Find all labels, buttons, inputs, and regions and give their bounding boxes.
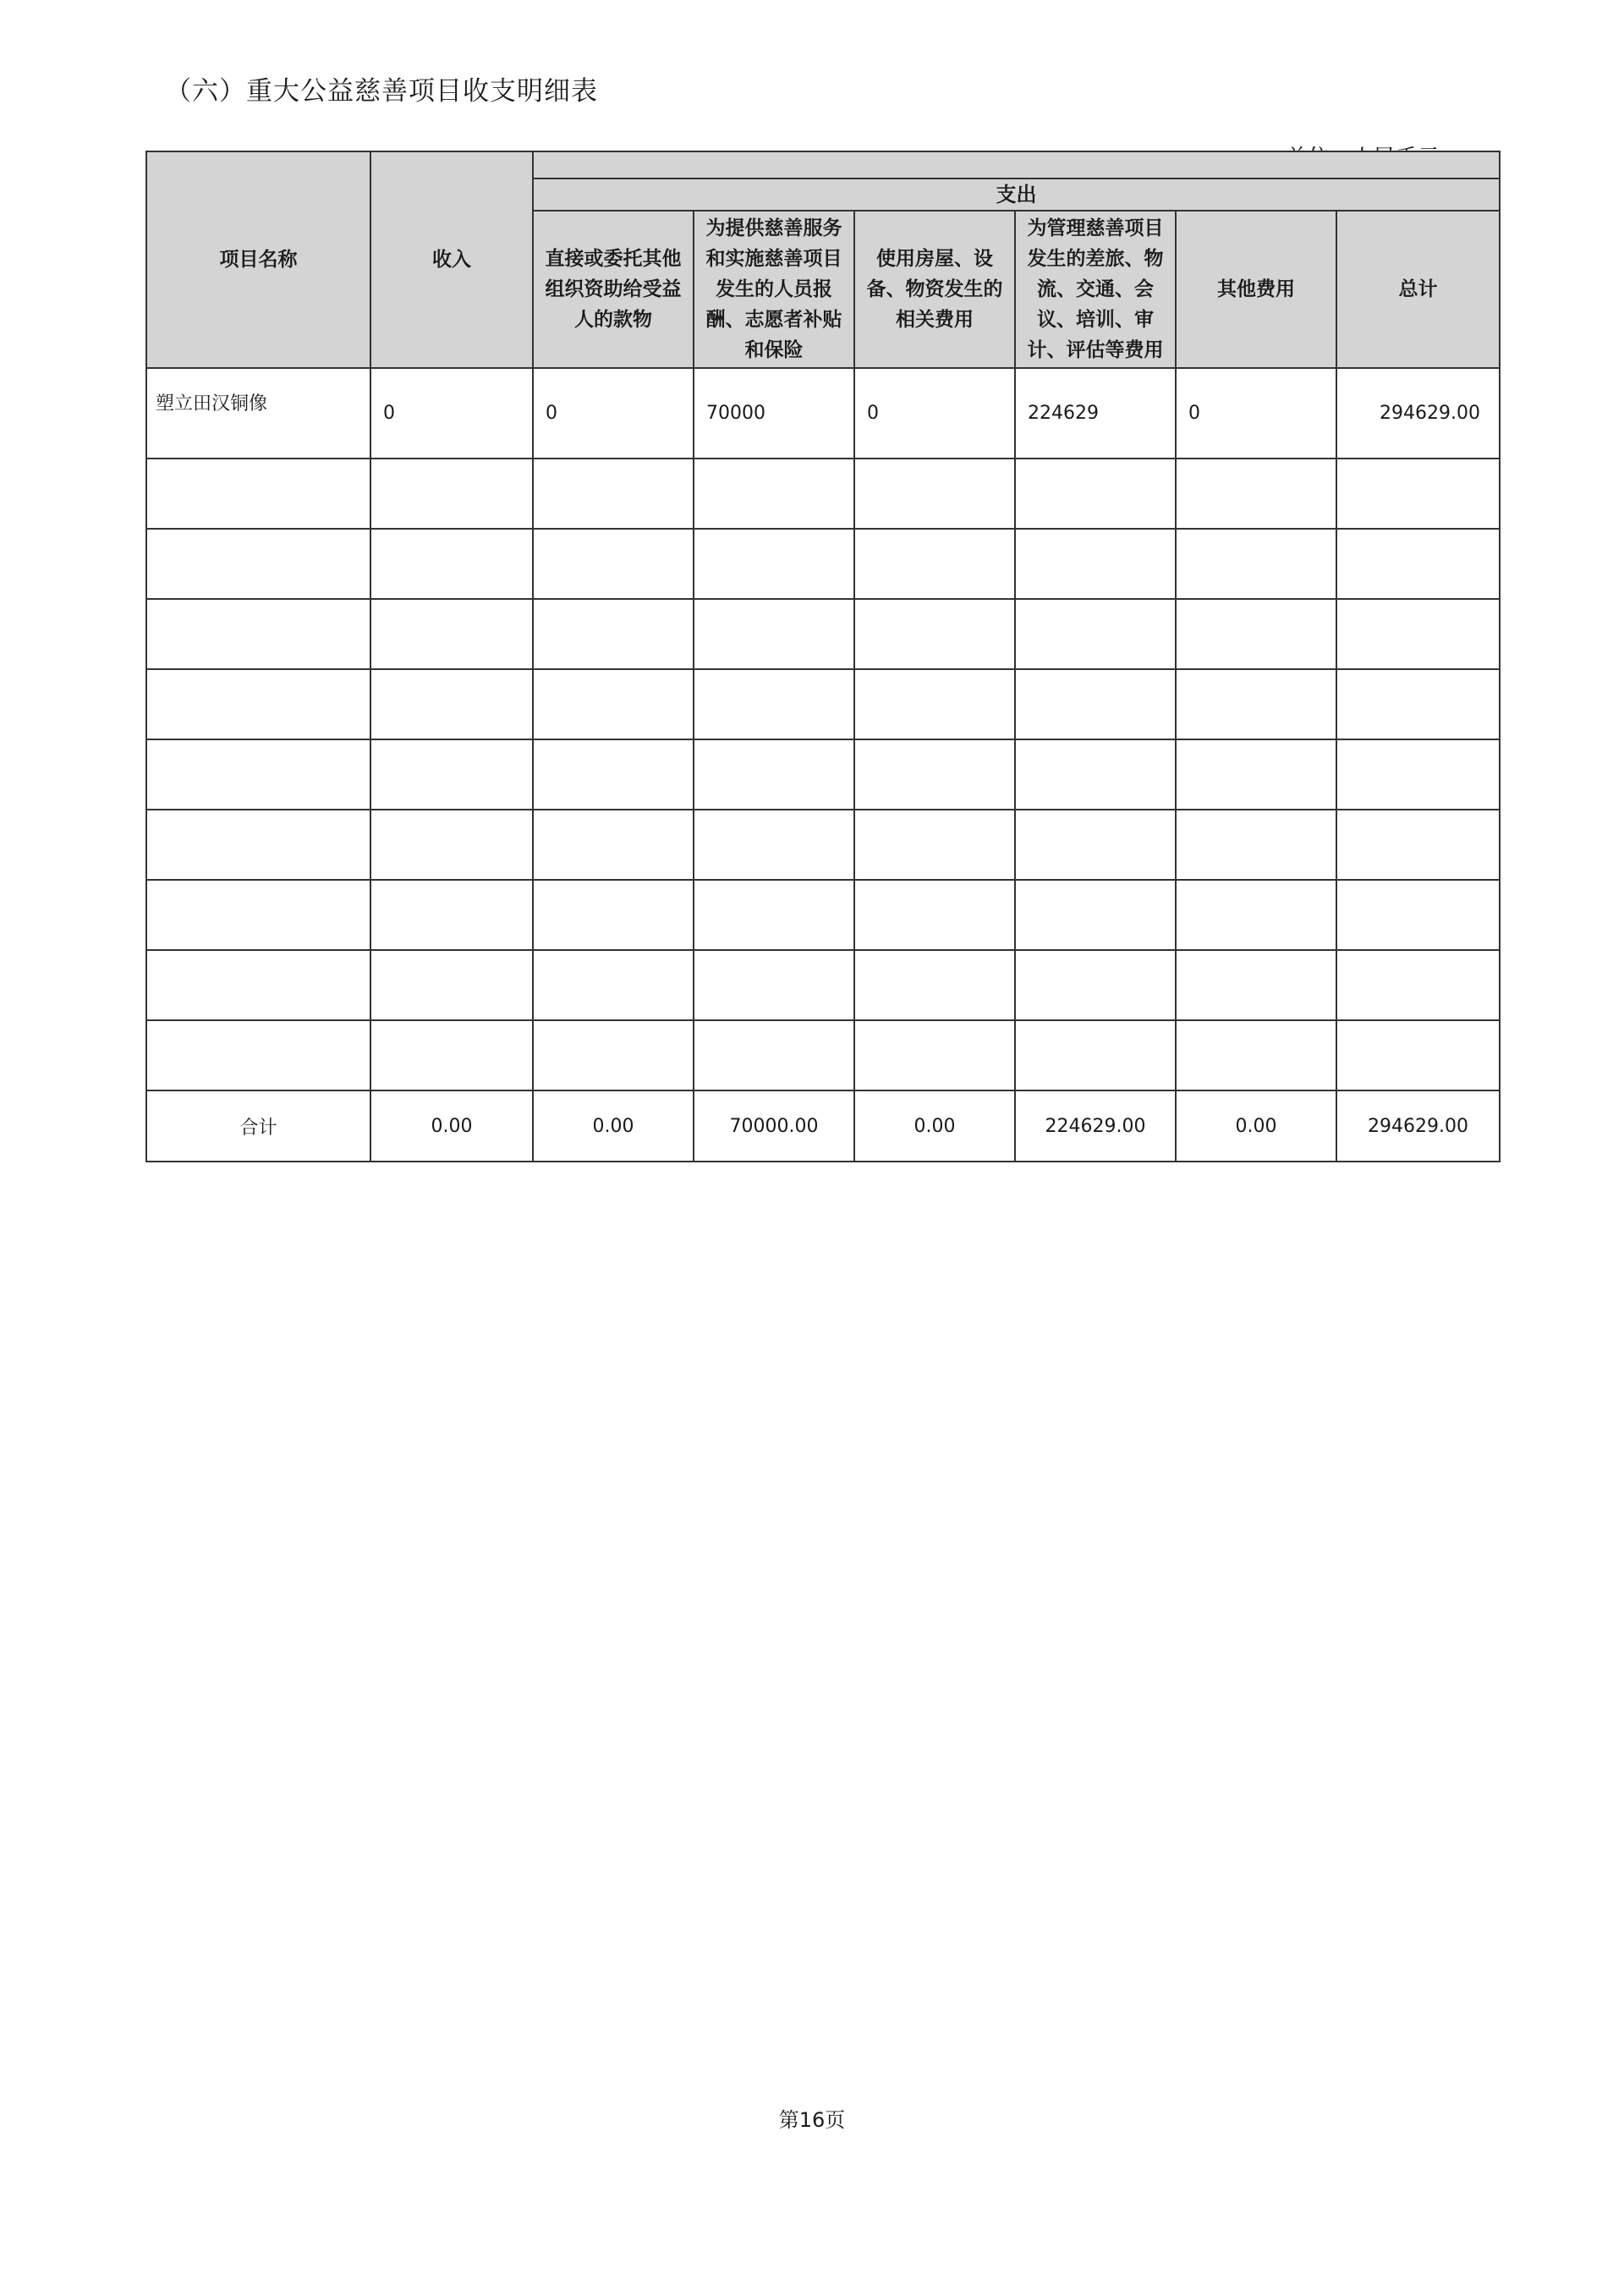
cell-direct-aid: 0 [533, 368, 694, 459]
empty-row [146, 669, 1500, 739]
empty-cell [146, 880, 370, 950]
empty-cell [1336, 669, 1500, 739]
cell-management: 224629 [1015, 368, 1176, 459]
cell-project-name: 塑立田汉铜像 [146, 368, 370, 459]
empty-cell [854, 529, 1015, 599]
empty-cell [1336, 880, 1500, 950]
empty-row [146, 529, 1500, 599]
empty-row [146, 739, 1500, 810]
empty-cell [370, 810, 533, 880]
totals-label: 合计 [146, 1090, 370, 1162]
empty-cell [1015, 950, 1176, 1020]
empty-cell [1336, 950, 1500, 1020]
header-direct-aid: 直接或委托其他组织资助给受益人的款物 [533, 211, 694, 368]
totals-facilities: 0.00 [854, 1090, 1015, 1162]
totals-income: 0.00 [370, 1090, 533, 1162]
empty-cell [370, 459, 533, 529]
empty-cell [854, 459, 1015, 529]
cell-total: 294629.00 [1336, 368, 1500, 459]
empty-cell [146, 459, 370, 529]
empty-cell [370, 950, 533, 1020]
empty-cell [694, 599, 854, 669]
empty-cell [1015, 880, 1176, 950]
empty-cell [146, 950, 370, 1020]
empty-cell [854, 810, 1015, 880]
header-total: 总计 [1336, 211, 1500, 368]
empty-cell [533, 880, 694, 950]
table-row [146, 368, 1500, 459]
empty-row [146, 880, 1500, 950]
empty-cell [1176, 739, 1336, 810]
empty-cell [370, 880, 533, 950]
empty-cell [370, 669, 533, 739]
empty-cell [694, 459, 854, 529]
empty-cell [370, 739, 533, 810]
empty-cell [854, 739, 1015, 810]
cell-other: 0 [1176, 368, 1336, 459]
empty-row [146, 1020, 1500, 1090]
empty-cell [146, 1020, 370, 1090]
empty-cell [1336, 810, 1500, 880]
empty-cell [1015, 1020, 1176, 1090]
empty-row [146, 950, 1500, 1020]
empty-cell [1336, 1020, 1500, 1090]
empty-cell [694, 1020, 854, 1090]
empty-cell [694, 529, 854, 599]
empty-cell [1336, 739, 1500, 810]
empty-cell [1015, 669, 1176, 739]
empty-cell [1015, 459, 1176, 529]
cell-facilities: 0 [854, 368, 1015, 459]
totals-total: 294629.00 [1336, 1090, 1500, 1162]
empty-cell [694, 739, 854, 810]
header-personnel: 为提供慈善服务和实施慈善项目发生的人员报酬、志愿者补贴和保险 [694, 211, 854, 368]
empty-cell [854, 669, 1015, 739]
totals-personnel: 70000.00 [694, 1090, 854, 1162]
empty-cell [146, 529, 370, 599]
empty-cell [146, 739, 370, 810]
header-spacer [533, 151, 1500, 179]
header-income: 收入 [370, 151, 533, 368]
empty-cell [370, 529, 533, 599]
empty-cell [1176, 459, 1336, 529]
totals-management: 224629.00 [1015, 1090, 1176, 1162]
header-management: 为管理慈善项目发生的差旅、物流、交通、会议、培训、审计、评估等费用 [1015, 211, 1176, 368]
section-title: （六）重大公益慈善项目收支明细表 [165, 76, 598, 107]
empty-cell [533, 599, 694, 669]
empty-row [146, 810, 1500, 880]
empty-cell [533, 950, 694, 1020]
empty-cell [1336, 529, 1500, 599]
empty-row [146, 599, 1500, 669]
empty-cell [1336, 599, 1500, 669]
project-income-expense-table [145, 151, 1501, 1162]
page-number: 第16页 [778, 2108, 846, 2132]
empty-cell [533, 739, 694, 810]
cell-income: 0 [370, 368, 533, 459]
empty-cell [1015, 810, 1176, 880]
empty-cell [1015, 529, 1176, 599]
empty-cell [854, 880, 1015, 950]
empty-cell [1336, 459, 1500, 529]
cell-personnel: 70000 [694, 368, 854, 459]
empty-cell [370, 1020, 533, 1090]
empty-cell [1176, 529, 1336, 599]
empty-cell [1176, 1020, 1336, 1090]
empty-cell [146, 599, 370, 669]
empty-row [146, 459, 1500, 529]
empty-cell [854, 1020, 1015, 1090]
empty-cell [694, 950, 854, 1020]
empty-cell [854, 599, 1015, 669]
empty-cell [146, 669, 370, 739]
empty-cell [1015, 599, 1176, 669]
header-expense-group: 支出 [533, 179, 1500, 211]
empty-cell [533, 529, 694, 599]
empty-cell [1015, 739, 1176, 810]
empty-cell [694, 669, 854, 739]
empty-cell [854, 950, 1015, 1020]
empty-cell [694, 880, 854, 950]
empty-cell [1176, 810, 1336, 880]
totals-other: 0.00 [1176, 1090, 1336, 1162]
empty-cell [1176, 950, 1336, 1020]
empty-cell [1176, 669, 1336, 739]
empty-cell [146, 810, 370, 880]
empty-cell [1176, 880, 1336, 950]
header-facilities: 使用房屋、设备、物资发生的相关费用 [854, 211, 1015, 368]
empty-cell [533, 810, 694, 880]
empty-cell [533, 1020, 694, 1090]
empty-cell [533, 669, 694, 739]
header-project-name: 项目名称 [146, 151, 370, 368]
totals-direct-aid: 0.00 [533, 1090, 694, 1162]
empty-cell [533, 459, 694, 529]
totals-row [146, 1090, 1500, 1162]
header-other: 其他费用 [1176, 211, 1336, 368]
empty-cell [1176, 599, 1336, 669]
empty-cell [370, 599, 533, 669]
empty-cell [694, 810, 854, 880]
